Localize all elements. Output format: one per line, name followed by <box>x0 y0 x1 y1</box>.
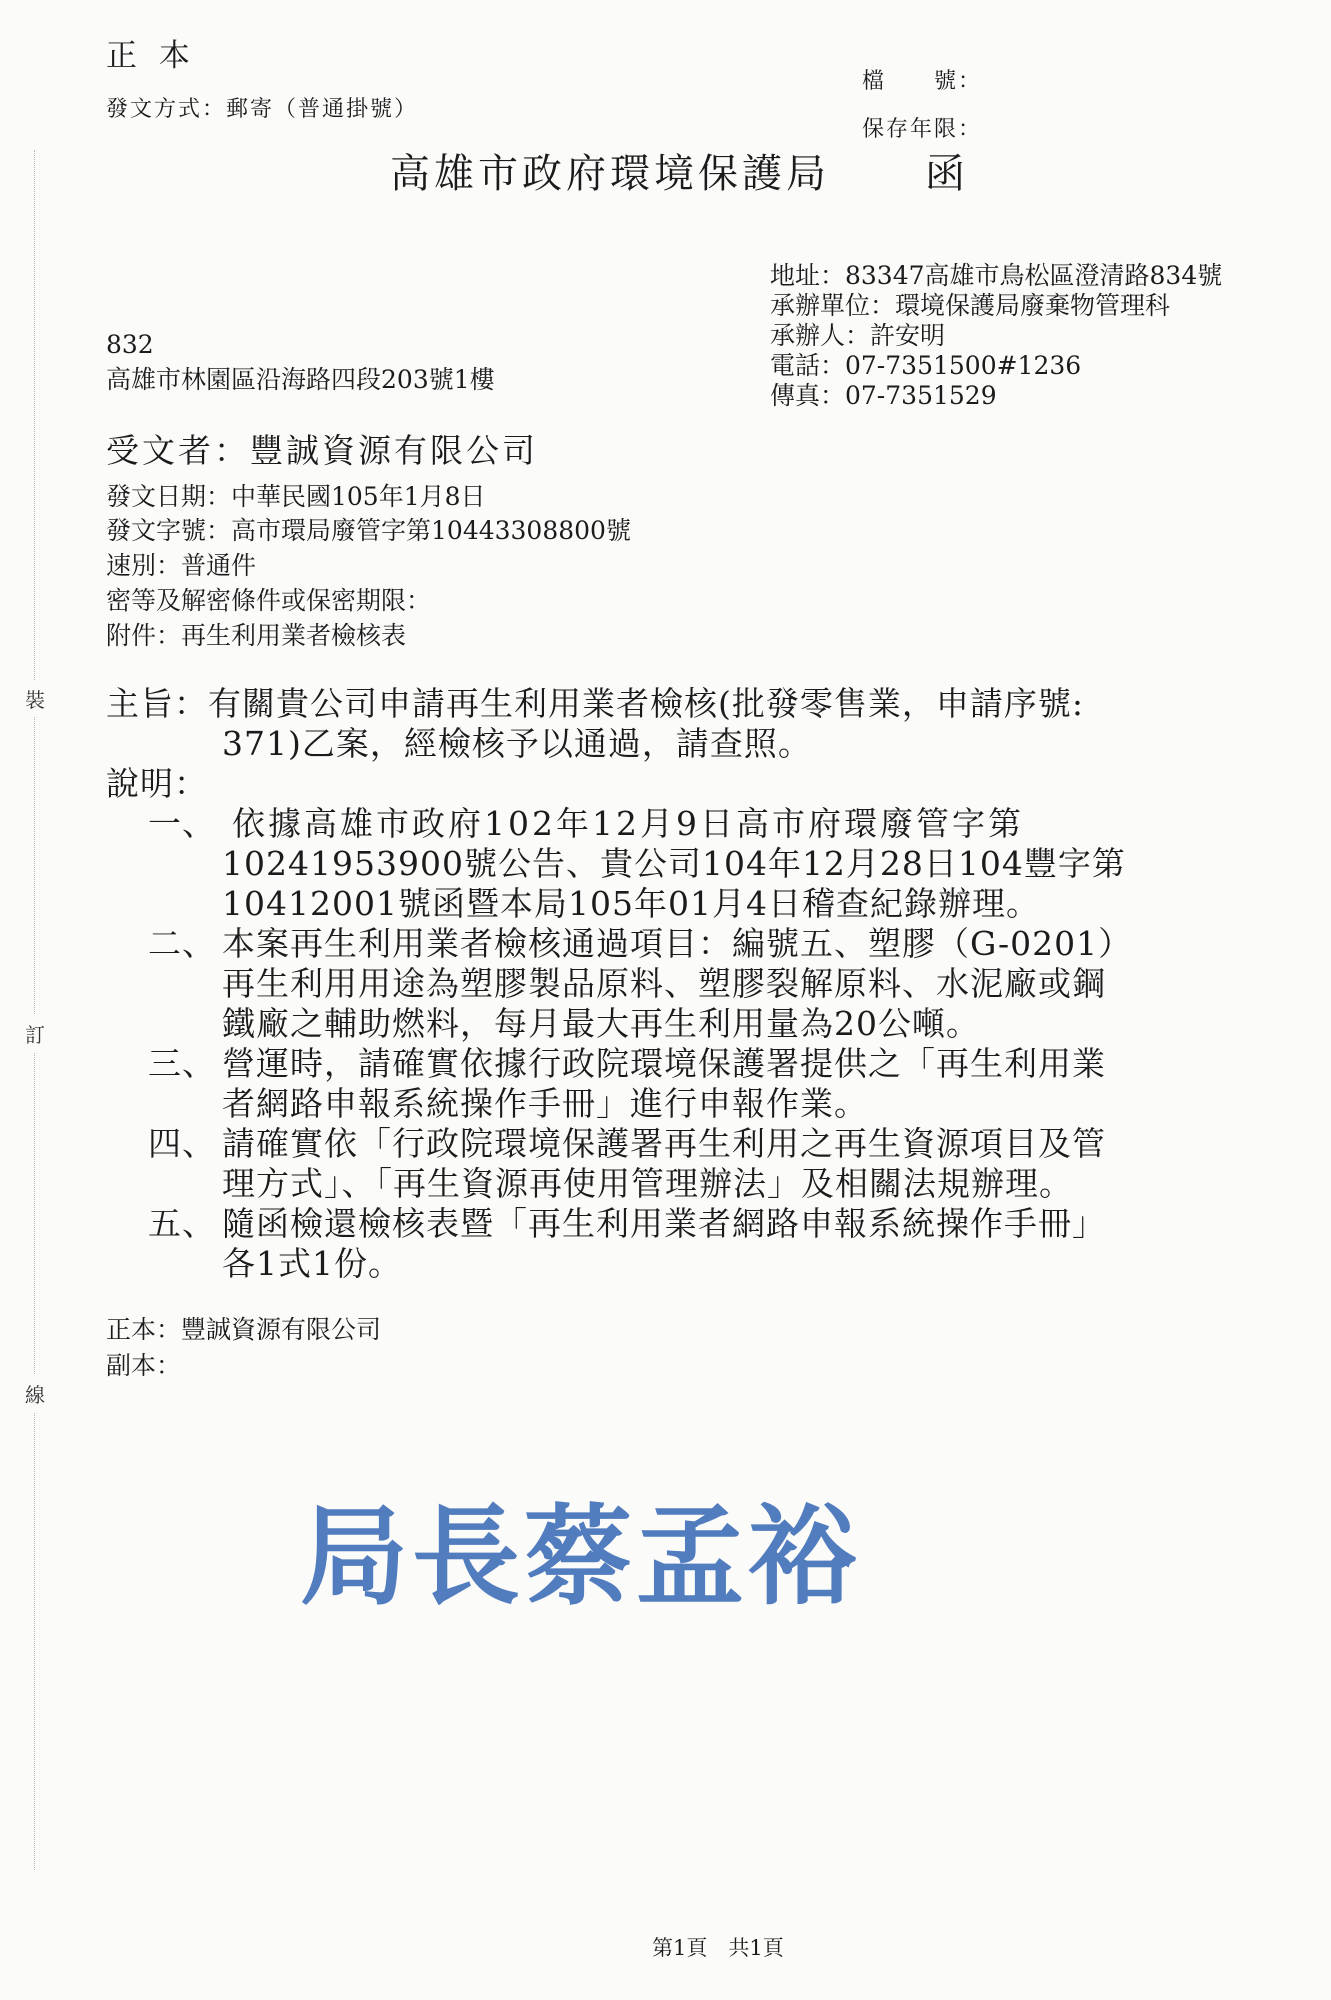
subject-line-1: 主旨：有關貴公司申請再生利用業者檢核(批發零售業，申請序號: <box>106 684 1084 723</box>
distribution-copy: 副本： <box>106 1351 182 1380</box>
sender-fax: 傳真：07-7351529 <box>770 381 997 410</box>
item-3-line-1: 營運時，請確實依據行政院環境保護署提供之「再生利用業 <box>222 1044 1106 1083</box>
item-4-number: 四、 <box>148 1124 216 1163</box>
attachment: 附件：再生利用業者檢核表 <box>106 621 407 650</box>
send-method: 發文方式：郵寄（普通掛號） <box>106 97 419 122</box>
item-2-line-2: 再生利用用途為塑膠製品原料、塑膠裂解原料、水泥廠或鋼 <box>222 964 1106 1003</box>
distribution-original: 正本：豐誠資源有限公司 <box>106 1315 382 1344</box>
binding-mark-xian: 線 <box>25 1375 45 1412</box>
speed-class: 速別：普通件 <box>106 551 257 580</box>
file-number-label: 檔 號： <box>862 69 983 94</box>
sender-address: 地址：83347高雄市鳥松區澄清路834號 <box>770 261 1223 290</box>
item-2-line-3: 鐵廠之輔助燃料，每月最大再生利用量為20公噸。 <box>222 1004 980 1043</box>
item-2-number: 二、 <box>148 924 216 963</box>
item-3-number: 三、 <box>148 1044 216 1083</box>
item-1-line-3: 10412001號函暨本局105年01月4日稽查紀錄辦理。 <box>222 884 1040 923</box>
document-type: 函 <box>925 151 969 197</box>
issue-date: 發文日期：中華民國105年1月8日 <box>106 482 486 511</box>
director-seal-stamp: 局長蔡孟裕 <box>300 1494 861 1620</box>
item-3-line-2: 者網路申報系統操作手冊」進行申報作業。 <box>222 1084 868 1123</box>
doc-number: 發文字號：高市環局廢管字第10443308800號 <box>106 516 631 545</box>
item-2-line-1: 本案再生利用業者檢核通過項目：編號五、塑膠（G-0201） <box>222 924 1133 963</box>
copy-type: 正 本 <box>106 38 196 74</box>
sender-unit: 承辦單位：環境保護局廢棄物管理科 <box>770 291 1171 320</box>
item-4-line-1: 請確實依「行政院環境保護署再生利用之再生資源項目及管 <box>222 1124 1106 1163</box>
postal-code: 832 <box>106 330 154 359</box>
item-1-number: 一、 <box>148 804 216 843</box>
item-1-line-2: 10241953900號公告、貴公司104年12月28日104豐字第 <box>222 844 1126 883</box>
binding-mark-zhuang: 裝 <box>25 680 45 717</box>
item-4-line-2: 理方式」、「再生資源再使用管理辦法」及相關法規辦理。 <box>222 1164 1073 1203</box>
page-footer: 第1頁 共1頁 <box>652 1936 784 1960</box>
item-5-line-1: 隨函檢還檢核表暨「再生利用業者網路申報系統操作手冊」 <box>222 1204 1106 1243</box>
subject-line-2: 371)乙案，經檢核予以通過，請查照。 <box>222 724 812 763</box>
recipient-address: 高雄市林園區沿海路四段203號1樓 <box>106 365 495 394</box>
retention-period-label: 保存年限： <box>862 117 983 142</box>
sender-officer: 承辦人：許安明 <box>770 321 946 350</box>
binding-mark-ding: 訂 <box>25 1015 45 1052</box>
item-1-line-1: 依據高雄市政府102年12月9日高市府環廢管字第 <box>232 804 1024 843</box>
recipient: 受文者：豐誠資源有限公司 <box>106 431 538 470</box>
sender-phone: 電話：07-7351500#1236 <box>770 351 1082 380</box>
document-title: 高雄市政府環境保護局 <box>390 151 830 197</box>
item-5-number: 五、 <box>148 1204 216 1243</box>
item-5-line-2: 各1式1份。 <box>222 1244 402 1283</box>
binding-line <box>34 150 35 1870</box>
secrecy-level: 密等及解密條件或保密期限： <box>106 586 432 615</box>
explanation-label: 說明： <box>106 764 208 803</box>
